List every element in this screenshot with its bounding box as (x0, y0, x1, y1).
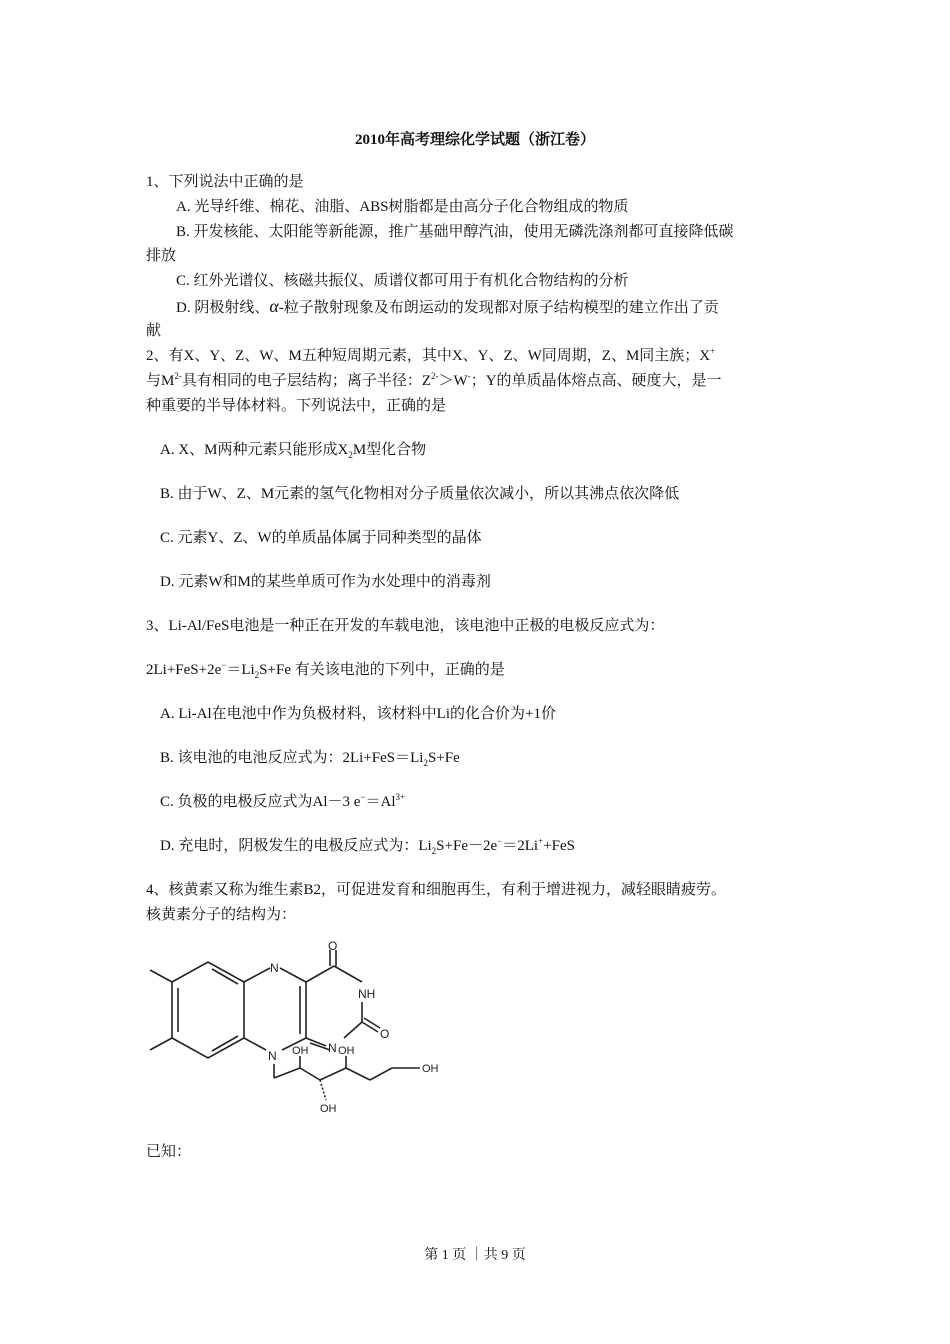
q2-stem-line1: 2、有X、Y、Z、W、M五种短周期元素，其中X、Y、Z、W同周期，Z、M同主族；X+ (146, 346, 716, 364)
riboflavin-structure (140, 940, 460, 1120)
hydroxyl-1: OH (292, 1045, 309, 1057)
q3-option-b: B. 该电池的电池反应式为：$2Li+FeS=Li_2S+Fe$ (160, 750, 460, 768)
alpha-symbol: α (269, 296, 279, 316)
q1-option-c: C. 红外光谱仪、核磁共振仪、质谱仪都可用于有机化合物结构的分析 (176, 273, 629, 289)
atom-n1: N (270, 961, 279, 975)
hydroxyl-2: OH (338, 1045, 355, 1057)
q1-option-a: A. 光导纤维、棉花、油脂、ABS树脂都是由高分子化合物组成的物质 (176, 199, 629, 215)
atom-n3: N (328, 1041, 337, 1055)
q1-stem: 1、下列说法中正确的是 (146, 174, 304, 190)
q4-stem-line2: 核黄素分子的结构为： (146, 907, 297, 923)
atom-o-top: O (328, 940, 338, 953)
q2-option-c: C. 元素Y、Z、W的单质晶体属于同种类型的晶体 (160, 530, 482, 546)
q2-option-d: D. 元素W和M的某些单质可作为水处理中的消毒剂 (160, 574, 491, 590)
q2-option-b: B. 由于W、Z、M元素的氢气化物相对分子质量依次减小，所以其沸点依次降低 (160, 486, 680, 502)
q1-option-d: D. 阴极射线、α-粒子散射现象及布朗运动的发现都对原子结构模型的建立作出了贡 (176, 296, 719, 316)
q1-option-b: B. 开发核能、太阳能等新能源，推广基础甲醇汽油，使用无磷洗涤剂都可直接降低碳 (176, 224, 734, 240)
q3-stem-line2: $2Li+FeS+2e^-=Li_2S+Fe$ 有关该电池的下列中，正确的是 (146, 660, 505, 680)
q2-stem-line2: 与$M^{2-}$具有相同的电子层结构；离子半径：$Z^{2-}>W^-$；Y的单质晶体熔点高、硬度大，是一 (146, 371, 722, 389)
atom-nh: NH (358, 987, 376, 1001)
q1-option-d-cont: 献 (146, 323, 162, 339)
q3-option-d: D. 充电时，阴极发生的电极反应式为：$Li_2S+Fe-2e^-=2Li^++FeS$ (160, 836, 575, 856)
q3-stem-line1: 3、Li-Al/FeS电池是一种正在开发的车载电池，该电池中正极的电极反应式为： (146, 618, 665, 634)
q3-option-c: C. 负极的电极反应式为Al－3 $e^-=Al^{3+}$ (160, 792, 406, 810)
hydroxyl-4: OH (320, 1103, 337, 1115)
hydroxyl-3: OH (422, 1063, 439, 1075)
q1-option-b-cont: 排放 (146, 248, 177, 264)
q4-known: 已知： (146, 1144, 192, 1160)
atom-o-right: O (380, 1027, 390, 1041)
page-footer: 第 1 页 ｜共 9 页 (424, 1248, 526, 1263)
page-title: 2010年高考理综化学试题（浙江卷） (354, 132, 595, 148)
q2-stem-line3: 种重要的半导体材料。下列说法中，正确的是 (146, 398, 447, 414)
q3-option-a: A. Li-Al在电池中作为负极材料，该材料中Li的化合价为+1价 (160, 706, 556, 722)
q2-option-a: A. X、M两种元素只能形成$X_2M$型化合物 (160, 442, 427, 460)
q4-stem-line1: 4、核黄素又称为维生素B2，可促进发育和细胞再生，有利于增进视力，减轻眼睛疲劳。 (146, 882, 727, 898)
atom-n2: N (268, 1049, 277, 1063)
